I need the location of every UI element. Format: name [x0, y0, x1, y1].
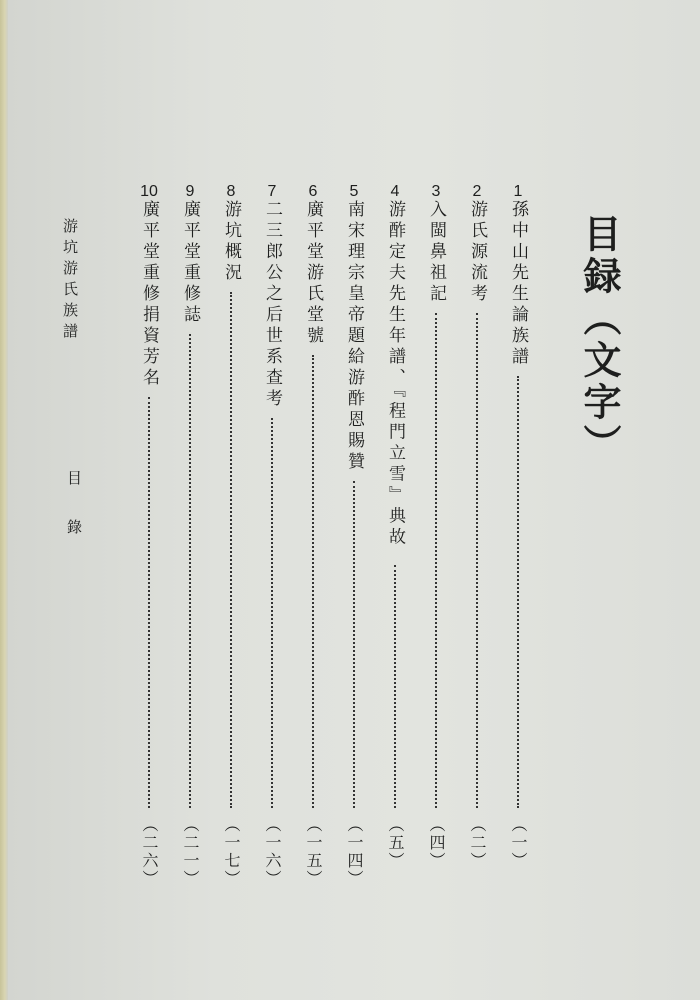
- toc-entry-number: 7: [267, 183, 277, 200]
- toc-entry[interactable]: [137, 180, 161, 900]
- toc-entry-page: （五）: [386, 816, 405, 870]
- toc-title: [572, 214, 627, 466]
- toc-entry-title: 南宋理宗皇帝題給游酢恩賜贊: [344, 200, 364, 473]
- toc-entry-page: （二）: [468, 816, 487, 870]
- toc-title-main: 目録: [577, 214, 622, 298]
- toc-entry[interactable]: [506, 180, 530, 900]
- toc-entry-number: 4: [390, 183, 400, 200]
- page-edge: [0, 0, 8, 1000]
- toc-entry[interactable]: [424, 180, 448, 900]
- toc-entry-title: 入閩鼻祖記: [426, 200, 446, 305]
- toc-leader-dots: [435, 313, 437, 808]
- toc-entry-number: 5: [349, 183, 359, 200]
- toc-entry-number: 6: [308, 183, 318, 200]
- toc-entry-page: （一七）: [222, 816, 241, 888]
- toc-entry[interactable]: [219, 180, 243, 900]
- toc-entry-page: （一六）: [263, 816, 282, 888]
- toc-entry[interactable]: [260, 180, 284, 900]
- toc-title-sub: （文字）: [577, 298, 622, 466]
- running-section-title: 目錄: [65, 470, 83, 568]
- toc-entry-number: 2: [472, 183, 482, 200]
- toc-entry-title: 孫中山先生論族譜: [508, 200, 528, 368]
- toc-entry[interactable]: [178, 180, 202, 900]
- toc-leader-dots: [517, 376, 519, 808]
- toc-entry[interactable]: [301, 180, 325, 900]
- toc-leader-dots: [271, 418, 273, 808]
- toc-entry-page: （四）: [427, 816, 446, 870]
- toc-entry-number: 9: [185, 183, 195, 200]
- toc-leader-dots: [394, 565, 396, 808]
- toc-entry-number: 10: [140, 183, 158, 200]
- toc-entry-page: （一四）: [345, 816, 364, 888]
- toc-leader-dots: [353, 481, 355, 808]
- toc-leader-dots: [312, 355, 314, 808]
- toc-leader-dots: [189, 334, 191, 808]
- toc-entry-title: 二三郎公之后世系查考: [262, 200, 282, 410]
- toc-entry[interactable]: [342, 180, 366, 900]
- toc-leader-dots: [476, 313, 478, 808]
- toc-entry[interactable]: [465, 180, 489, 900]
- toc-leader-dots: [230, 292, 232, 808]
- toc-entry-page: （一）: [509, 816, 528, 870]
- toc-leader-dots: [148, 397, 150, 808]
- toc-entry-page: （一五）: [304, 816, 323, 888]
- toc-entry-number: 3: [431, 183, 441, 200]
- running-book-title: 游坑游氏族譜: [61, 218, 79, 344]
- toc-entry-title: 游酢定夫先生年譜、『程門立雪』典故: [385, 200, 405, 549]
- toc-entry-page: （二一）: [181, 816, 200, 888]
- toc-entry-page: （二六）: [140, 816, 159, 888]
- toc-entry-title: 廣平堂重修捐資芳名: [139, 200, 159, 389]
- toc-entry-title: 游氏源流考: [467, 200, 487, 305]
- toc-entry-title: 游坑概況: [221, 200, 241, 284]
- toc-entry-number: 8: [226, 183, 236, 200]
- toc-entry-title: 廣平堂重修誌: [180, 200, 200, 326]
- toc-entry[interactable]: [383, 180, 407, 900]
- toc-entry-title: 廣平堂游氏堂號: [303, 200, 323, 347]
- toc-entry-number: 1: [513, 183, 523, 200]
